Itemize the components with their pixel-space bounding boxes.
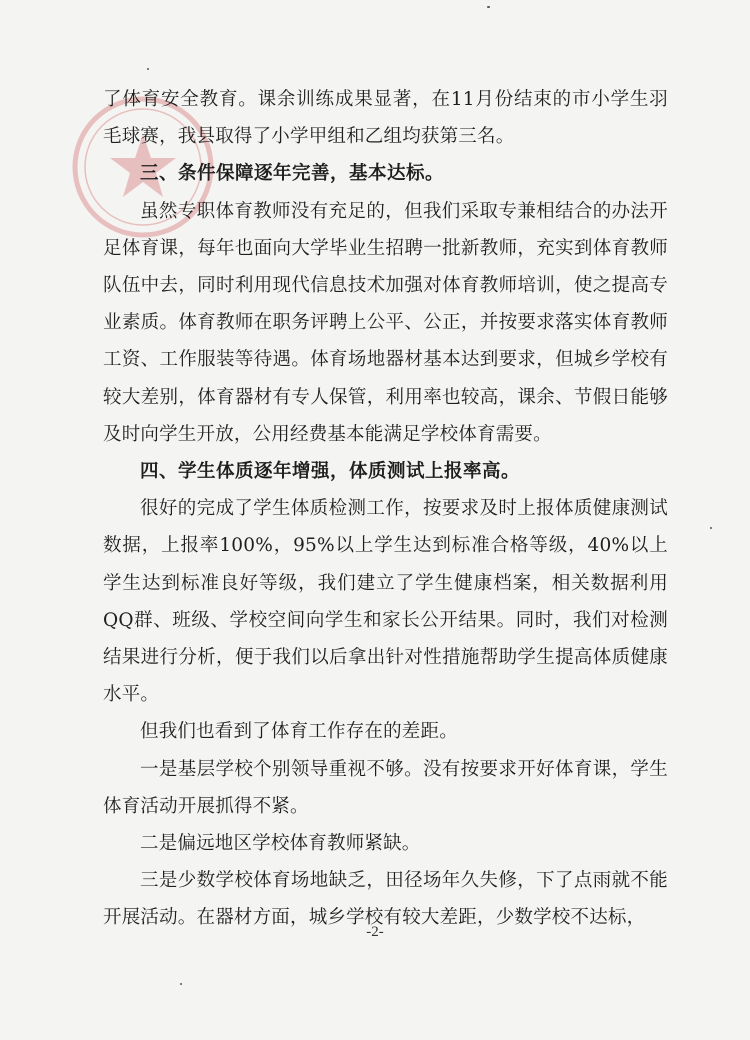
scan-speck (147, 68, 149, 70)
paragraph-gap-two: 二是偏远地区学校体育教师紧缺。 (140, 833, 421, 855)
document-body (103, 81, 668, 937)
scan-speck (180, 983, 182, 985)
paragraph-gap-one: 一是基层学校个别领导重视不够。没有按要求开好体育课，学生体育活动开展抓得不紧。 (103, 758, 668, 817)
paragraph-gap-three: 三是少数学校体育场地缺乏，田径场年久失修，下了点雨就不能开展活动。在器材方面，城乡学校有较大差距，少数学校不达标， (103, 870, 668, 929)
paragraph-fitness-testing: 很好的完成了学生体质检测工作，按要求及时上报体质健康测试数据，上报率100%，95%以上学生达到标准合格等级，40%以上学生达到标准良好等级，我们建立了学生健康档案，相关数据利用QQ群、班级、学校空间向学生和家长公开结果。同时，我们对检测结果进行分析，便于我们以后拿出针对性措施帮助学生提高体质健康水平。 (103, 498, 668, 706)
paragraph-training-results: 了体育安全教育。课余训练成果显著，在11月份结束的市小学生羽毛球赛，我县取得了小学甲组和乙组均获第三名。 (103, 89, 668, 148)
section-heading-physique: 四、学生体质逐年增强，体质测试上报率高。 (140, 461, 521, 483)
paragraph-teachers-facilities: 虽然专职体育教师没有充足的，但我们采取专兼相结合的办法开足体育课，每年也面向大学毕业生招聘一批新教师，充实到体育教师队伍中去，同时利用现代信息技术加强对体育教师培训，使之提高专业素质。体育教师在职务评聘上公平、公正，并按要求落实体育教师工资、工作服装等待遇。体育场地器材基本达到要求，但城乡学校有较大差别，体育器材有专人保管，利用率也较高，课余、节假日能够及时向学生开放，公用经费基本能满足学校体育需要。 (103, 200, 668, 445)
page-number: -2- (366, 924, 384, 940)
scan-speck (710, 527, 712, 529)
paragraph-gaps-intro: 但我们也看到了体育工作存在的差距。 (140, 721, 458, 743)
section-heading-conditions: 三、条件保障逐年完善，基本达标。 (140, 163, 445, 185)
scan-speck (487, 6, 490, 8)
